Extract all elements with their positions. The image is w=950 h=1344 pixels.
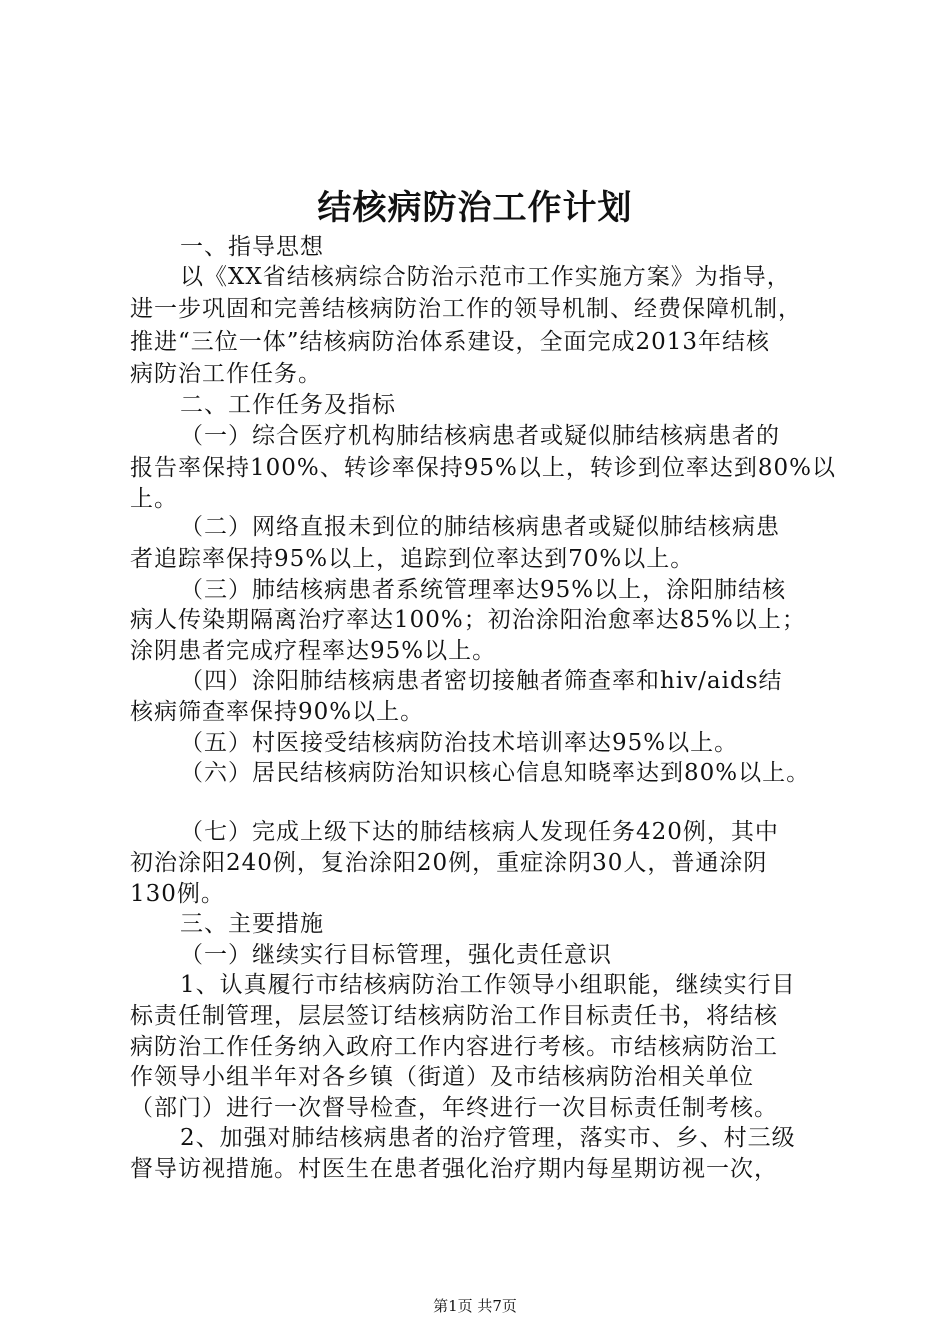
paragraph-line: 130例。 — [130, 881, 225, 907]
paragraph-line: 1、认真履行市结核病防治工作领导小组职能，继续实行目 — [180, 972, 796, 998]
paragraph-line: （六）居民结核病防治知识核心信息知晓率达到80%以上。 — [180, 760, 811, 786]
paragraph-line: （一）综合医疗机构肺结核病患者或疑似肺结核病患者的 — [180, 423, 780, 449]
paragraph-line: （五）村医接受结核病防治技术培训率达95%以上。 — [180, 730, 739, 756]
paragraph-line: 核病筛查率保持90%以上。 — [130, 699, 425, 725]
section-heading-1: 一、指导思想 — [180, 234, 324, 260]
paragraph-line: 2、加强对肺结核病患者的治疗管理，落实市、乡、村三级 — [180, 1125, 796, 1151]
section-heading-2: 二、工作任务及指标 — [180, 392, 396, 418]
paragraph-line: 标责任制管理，层层签订结核病防治工作目标责任书，将结核 — [130, 1003, 778, 1029]
document-title: 结核病防治工作计划 — [317, 188, 633, 228]
paragraph-line: 涂阴患者完成疗程率达95%以上。 — [130, 638, 497, 664]
paragraph-line: 者追踪率保持95%以上，追踪到位率达到70%以上。 — [130, 546, 695, 572]
paragraph-line: 作领导小组半年对各乡镇（街道）及市结核病防治相关单位 — [130, 1064, 754, 1090]
paragraph-line: （部门）进行一次督导检查，年终进行一次目标责任制考核。 — [130, 1095, 778, 1121]
paragraph-line: 进一步巩固和完善结核病防治工作的领导机制、经费保障机制， — [130, 296, 802, 322]
paragraph-line: 病防治工作任务纳入政府工作内容进行考核。市结核病防治工 — [130, 1034, 778, 1060]
paragraph-line: 督导访视措施。村医生在患者强化治疗期内每星期访视一次， — [130, 1156, 778, 1182]
paragraph-line: 病人传染期隔离治疗率达100%；初治涂阳治愈率达85%以上； — [130, 607, 806, 633]
paragraph-line: （七）完成上级下达的肺结核病人发现任务420例，其中 — [180, 819, 779, 845]
paragraph-line: （二）网络直报未到位的肺结核病患者或疑似肺结核病患 — [180, 514, 780, 540]
paragraph-line: （三）肺结核病患者系统管理率达95%以上，涂阳肺结核 — [180, 577, 787, 603]
paragraph-line: （四）涂阳肺结核病患者密切接触者筛查率和hiv/aids结 — [180, 668, 783, 694]
page-footer: 第1页 共7页 — [433, 1297, 517, 1315]
paragraph-line: 病防治工作任务。 — [130, 361, 322, 387]
section-heading-3: 三、主要措施 — [180, 911, 324, 937]
paragraph-line: 报告率保持100%、转诊率保持95%以上，转诊到位率达到80%以 — [130, 455, 836, 481]
paragraph-line: 以《XX省结核病综合防治示范市工作实施方案》为指导， — [180, 264, 791, 290]
paragraph-line: 上。 — [130, 486, 178, 512]
subsection-heading: （一）继续实行目标管理，强化责任意识 — [180, 942, 612, 968]
paragraph-line: 初治涂阳240例，复治涂阳20例，重症涂阴30人，普通涂阴 — [130, 850, 768, 876]
paragraph-line: 推进“三位一体”结核病防治体系建设，全面完成2013年结核 — [130, 329, 771, 355]
